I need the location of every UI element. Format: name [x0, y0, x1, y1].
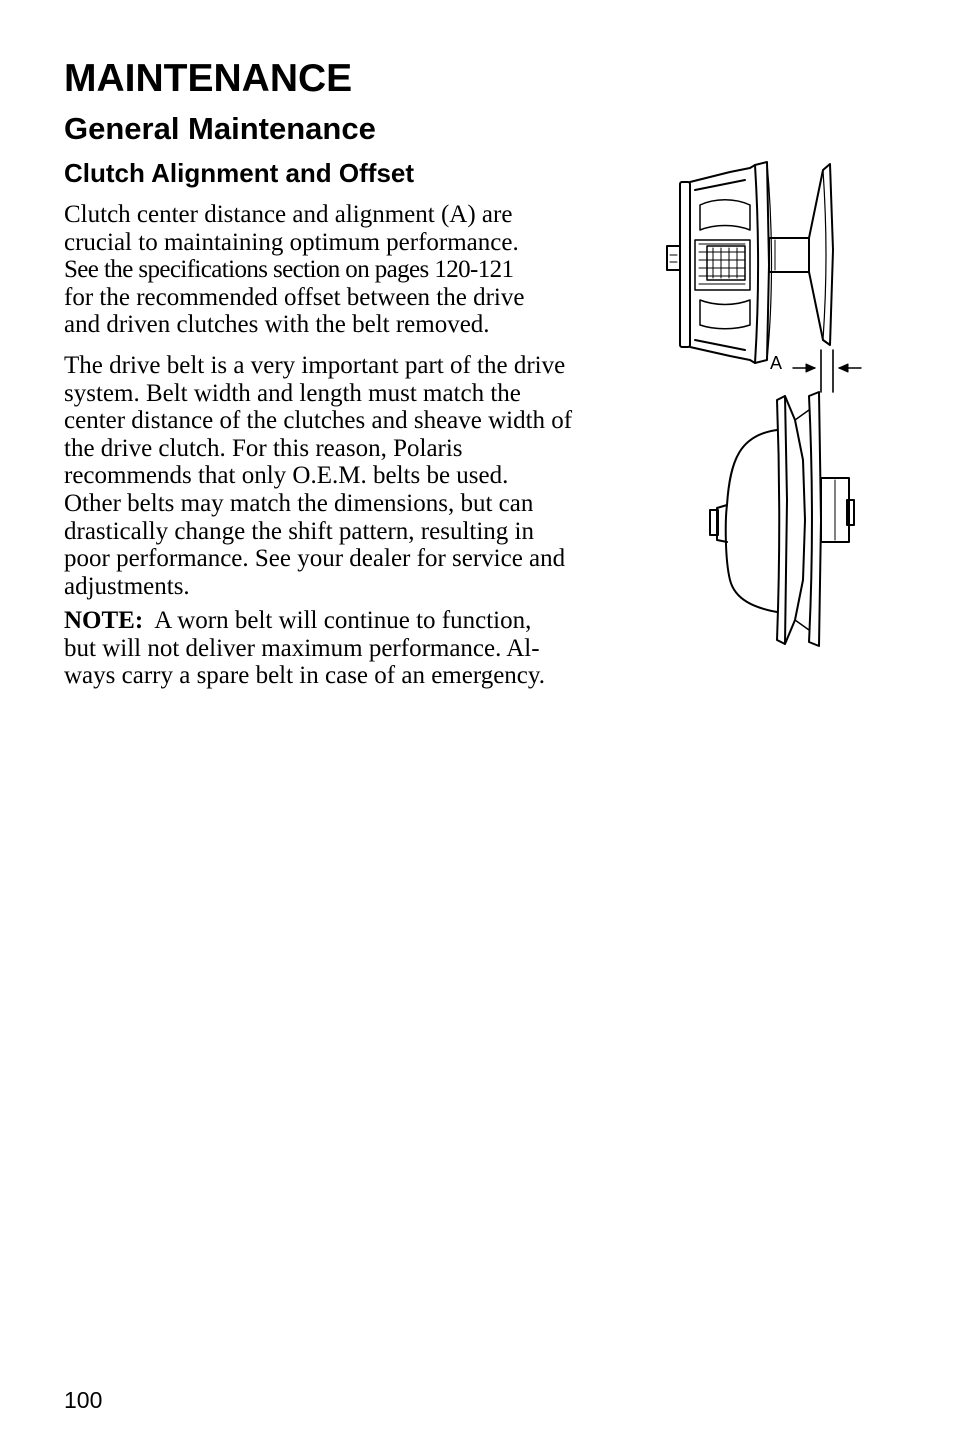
text-line: for the recommended offset between the drive: [64, 283, 525, 311]
topic-title: Clutch Alignment and Offset: [64, 158, 415, 188]
alignment-paragraph: [64, 201, 639, 339]
offset-dimension-lines: [793, 350, 861, 392]
text-line: recommends that only O.E.M. belts be used.: [64, 462, 509, 490]
text-line: system. Belt width and length must match the: [64, 379, 521, 407]
clutch-diagram-icon: [655, 160, 870, 655]
text-line: adjustments.: [64, 572, 190, 600]
text-line: The drive belt is a very important part of the drive: [64, 352, 566, 379]
text-line: crucial to maintaining optimum performance.: [64, 228, 519, 256]
section-title: MAINTENANCE: [64, 57, 353, 100]
text-line: but will not deliver maximum performance. Al-: [64, 634, 540, 662]
text-line: poor performance. See your dealer for service and: [64, 545, 566, 573]
text-line: ways carry a spare belt in case of an emergency.: [64, 662, 546, 690]
text-line: and driven clutches with the belt removed.: [64, 311, 490, 339]
text-line: [64, 607, 639, 635]
subsection-title: General Maintenance: [64, 111, 376, 146]
text-line: center distance of the clutches and sheave width of: [64, 407, 573, 435]
driven-clutch-illustration: [710, 392, 854, 646]
text-line: Other belts may match the dimensions, but can: [64, 489, 534, 517]
page-number: 100: [64, 1387, 103, 1413]
text-line: Clutch center distance and alignment (A) are: [64, 201, 513, 228]
drive-clutch-illustration: [667, 162, 833, 363]
clutch-alignment-diagram: [655, 160, 870, 655]
text-line: See the specifications section on pages 120-121: [64, 256, 514, 284]
text-line: drastically change the shift pattern, resulting in: [64, 517, 534, 545]
note-text: A worn belt will continue to function,: [143, 607, 532, 634]
note-label: NOTE:: [64, 607, 144, 634]
drive-belt-paragraph: [64, 352, 639, 600]
note-paragraph: [64, 607, 639, 690]
text-line: the drive clutch. For this reason, Polaris: [64, 434, 463, 462]
alignment-callout-label: A: [770, 353, 783, 373]
